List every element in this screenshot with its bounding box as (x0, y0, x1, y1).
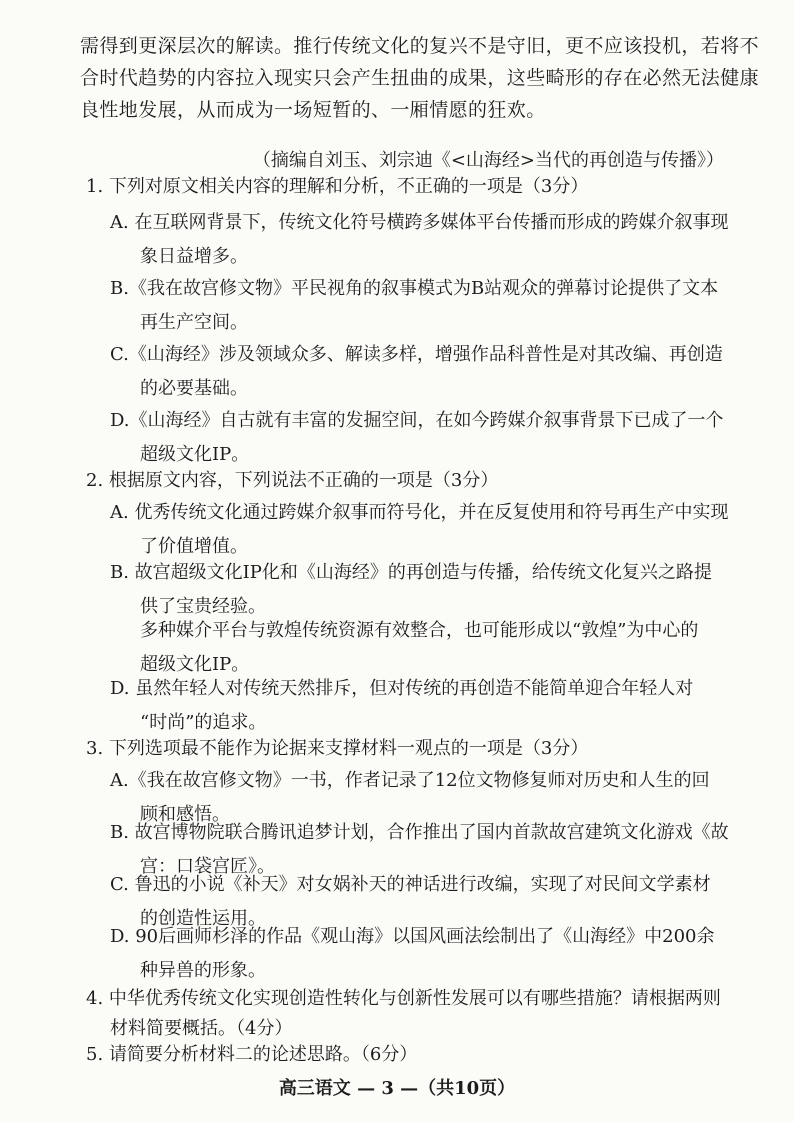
question-1-option-a: A. 在互联网背景下，传统文化符号横跨多媒体平台传播而形成的跨媒介叙事现 象日益增多。 (110, 212, 729, 267)
intro-line: 良性地发展，从而成为一场短暂的、一厢情愿的狂欢。 (80, 99, 546, 121)
question-1-option-c: C.《山海经》涉及领域众多、解读多样，增强作品科普性是对其改编、再创造 的必要基础。 (110, 344, 723, 399)
page-footer: 高三语文 — 3 —（共10页） (278, 1078, 516, 1099)
question-1-option-b: B.《我在故宫修文物》平民视角的叙事模式为B站观众的弹幕讨论提供了文本 再生产空间。 (110, 278, 719, 333)
question-3-option-c: C. 鲁迅的小说《补天》对女娲补天的神话进行改编，实现了对民间文学素材 的创造性运用。 (110, 874, 711, 929)
question-2-option-d: D. 虽然年轻人对传统天然排斥，但对传统的再创造不能简单迎合年轻人对 “时尚”的追求。 (110, 678, 694, 733)
question-2-option-c: 多种媒介平台与敦煌传统资源有效整合，也可能形成以“敦煌”为中心的 超级文化IP。 (140, 620, 699, 675)
question-2-option-a: A. 优秀传统文化通过跨媒介叙事而符号化，并在反复使用和符号再生产中实现 了价值增值。 (110, 502, 729, 557)
question-1-stem: 1. 下列对原文相关内容的理解和分析，不正确的一项是（3分） (86, 176, 589, 197)
question-3-option-b: B. 故宫博物院联合腾讯追梦计划，合作推出了国内首款故宫建筑文化游戏《故 宫：口袋宫匠》。 (110, 822, 729, 877)
question-4: 4. 中华优秀传统文化实现创造性转化与创新性发展可以有哪些措施？请根据两则 材料简要概括。（4分） (86, 988, 721, 1039)
question-2-stem: 2. 根据原文内容，下列说法不正确的一项是（3分） (86, 470, 499, 491)
intro-line: 需得到更深层次的解读。推行传统文化的复兴不是守旧，更不应该投机，若将不 (80, 35, 760, 57)
question-1-option-d: D.《山海经》自古就有丰富的发掘空间，在如今跨媒介叙事背景下已成了一个 超级文化IP。 (110, 410, 724, 465)
intro-line: 合时代趋势的内容拉入现实只会产生扭曲的成果，这些畸形的存在必然无法健康 (80, 67, 760, 89)
question-5: 5. 请简要分析材料二的论述思路。（6分） (86, 1044, 418, 1065)
question-3-stem: 3. 下列选项最不能作为论据来支撑材料一观点的一项是（3分） (86, 738, 589, 759)
question-2-option-b: B. 故宫超级文化IP化和《山海经》的再创造与传播，给传统文化复兴之路提 供了宝贵经验。 (110, 562, 712, 617)
intro-paragraph (80, 30, 760, 126)
source-citation: （摘编自刘玉、刘宗迪《<山海经>当代的再创造与传播》） (252, 150, 724, 171)
question-3-option-d: D. 90后画师杉泽的作品《观山海》以国风画法绘制出了《山海经》中200余 种异兽的形象。 (110, 926, 715, 981)
question-3-option-a: A.《我在故宫修文物》一书，作者记录了12位文物修复师对历史和人生的回 顾和感悟。 (110, 770, 710, 825)
